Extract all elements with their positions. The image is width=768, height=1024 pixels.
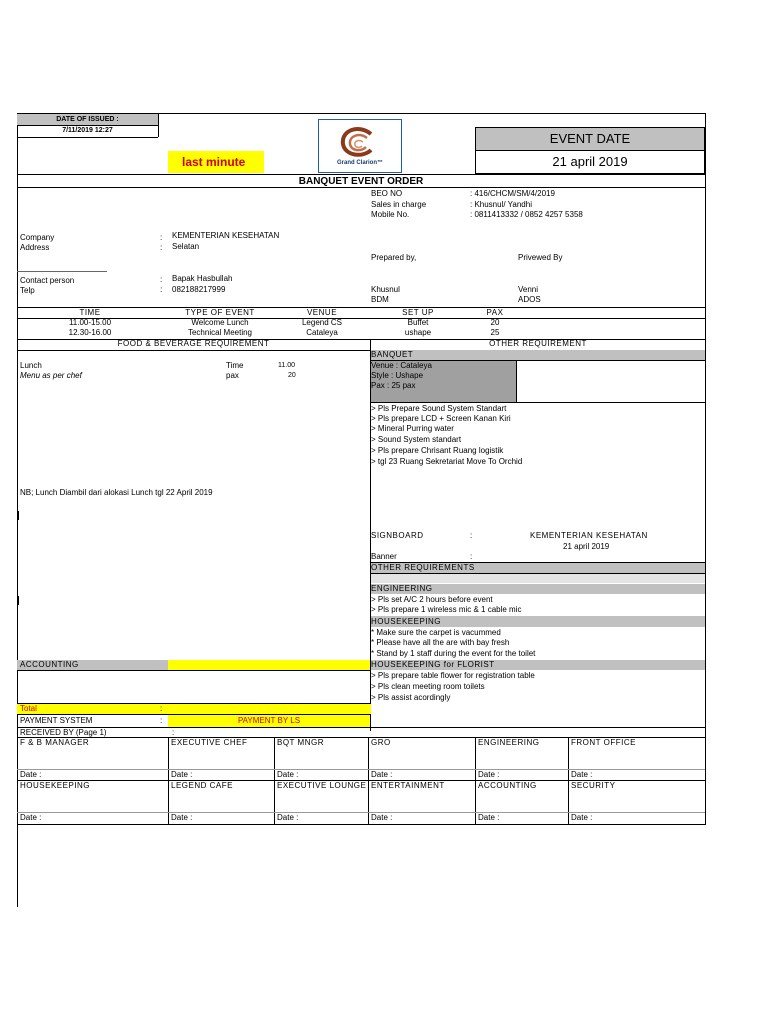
reviewed-name: Venni — [518, 285, 539, 294]
list-item: > Mineral Purring water — [371, 424, 454, 433]
signature-housekeeping: HOUSEKEEPING — [20, 781, 91, 790]
signature-gro: GRO — [371, 738, 391, 747]
beo-label: BEO NO — [371, 189, 403, 198]
signboard-value: KEMENTERIAN KESEHATAN — [530, 531, 648, 540]
total-label: Total — [20, 704, 37, 713]
telp-label: Telp — [20, 286, 35, 295]
signboard-date: 21 april 2019 — [563, 542, 610, 551]
fb-note: NB; Lunch Diambil dari alokasi Lunch tgl 22 April 2019 — [20, 488, 213, 497]
address-value: Selatan — [172, 242, 200, 251]
accounting-label: ACCOUNTING — [20, 660, 79, 669]
fb-lunch: Lunch — [20, 361, 42, 370]
fb-pax-label: pax — [226, 371, 239, 380]
event-date-label: EVENT DATE — [549, 131, 631, 146]
schedule-header-setup: SET UP — [402, 308, 434, 317]
schedule-header-venue: VENUE — [306, 308, 338, 317]
list-item: > Pls prepare 1 wireless mic & 1 cable mic — [371, 605, 522, 614]
date-issued-value: 7/11/2019 12:27 — [62, 127, 113, 134]
banquet-pax: Pax : 25 pax — [371, 381, 416, 390]
company-label: Company — [20, 233, 55, 242]
other-requirements-label: OTHER REQUIREMENTS — [371, 563, 475, 572]
signature-entertainment: ENTERTAINMENT — [371, 781, 445, 790]
list-item: > Pls prepare LCD + Screen Kanan Kiri — [371, 414, 511, 423]
signature-executive-lounge: EXECUTIVE LOUNGE — [277, 781, 367, 790]
company-value: KEMENTERIAN KESEHATAN — [172, 231, 280, 240]
signature-bqt-mngr: BQT MNGR — [277, 738, 324, 747]
signature-legend-cafe: LEGEND CAFE — [171, 781, 233, 790]
date-issued-label: DATE OF ISSUED : — [56, 116, 119, 123]
schedule-header-type: TYPE OF EVENT — [185, 308, 255, 317]
telp-value: 082188217999 — [172, 285, 226, 294]
contact-label: Contact person — [20, 276, 75, 285]
event-date-value: 21 april 2019 — [552, 154, 628, 169]
fb-menu: Menu as per chef — [20, 371, 82, 380]
list-item: * Please have all the are with bay fresh — [371, 638, 510, 647]
payment-label: PAYMENT SYSTEM — [20, 716, 93, 725]
list-item: > Sound System standart — [371, 435, 462, 444]
page-title: BANQUET EVENT ORDER — [298, 176, 424, 187]
fb-time-value: 11.00 — [278, 362, 295, 369]
list-item: > Pls Prepare Sound System Standart — [371, 404, 507, 413]
list-item: * Make sure the carpet is vacummed — [371, 628, 501, 637]
fb-pax-value: 20 — [288, 372, 296, 379]
fb-time-label: Time — [226, 361, 244, 370]
left-border — [17, 113, 18, 907]
signature-engineering: ENGINEERING — [478, 738, 540, 747]
engineering-label: ENGINEERING — [371, 584, 433, 593]
prepared-name: Khusnul — [371, 285, 400, 294]
prepared-label: Prepared by, — [371, 253, 417, 262]
list-item: > Pls assist acordingly — [371, 693, 451, 702]
list-item: > Pls clean meeting room toilets — [371, 682, 485, 691]
housekeeping-label: HOUSEKEEPING — [371, 617, 442, 626]
signature-executive-chef: EXECUTIVE CHEF — [171, 738, 248, 747]
list-item: * Stand by 1 staff during the event for the toilet — [371, 649, 536, 658]
banner-label: Banner — [371, 552, 397, 561]
other-header: OTHER REQUIREMENT — [489, 339, 587, 348]
right-border — [705, 113, 706, 825]
payment-value: PAYMENT BY LS — [237, 716, 301, 725]
signature-security: SECURITY — [571, 781, 616, 790]
schedule-header-pax: PAX — [486, 308, 504, 317]
received-label: RECEIVED BY (Page 1) — [20, 728, 107, 737]
signboard-label: SIGNBOARD — [371, 531, 424, 540]
banquet-style: Style : Ushape — [371, 371, 424, 380]
list-item: > Pls prepare Chrisant Ruang logistik — [371, 446, 504, 455]
sales-label: Sales in charge — [371, 200, 427, 209]
mobile-label: Mobile No. — [371, 210, 410, 219]
sales-value: : Khusnul/ Yandhi — [470, 200, 532, 209]
signature-front-office: FRONT OFFICE — [571, 738, 636, 747]
signature-accounting: ACCOUNTING — [478, 781, 537, 790]
florist-label: HOUSEKEEPING for FLORIST — [371, 660, 495, 669]
last-minute-label: last minute — [182, 155, 246, 169]
reviewed-role: ADOS — [518, 295, 541, 304]
prepared-role: BDM — [371, 295, 389, 304]
banquet-venue: Venue : Cataleya — [371, 361, 432, 370]
schedule-header-time: TIME — [79, 308, 101, 317]
address-label: Address — [20, 243, 50, 252]
total-row — [17, 704, 371, 714]
fb-header: FOOD & BEVERAGE REQUIREMENT — [117, 339, 270, 348]
list-item: > tgl 23 Ruang Sekretariat Move To Orchid — [371, 457, 523, 466]
beo-value: : 416/CHCM/SM/4/2019 — [470, 189, 555, 198]
reviewed-label: Privewed By — [518, 253, 563, 262]
mobile-value: : 0811413332 / 0852 4257 5358 — [470, 210, 583, 219]
list-item: > Pls set A/C 2 hours before event — [371, 595, 493, 604]
logo-text: Grand Clarion™ — [336, 160, 383, 166]
signature-fb-manager: F & B MANAGER — [20, 738, 90, 747]
contact-value: Bapak Hasbullah — [172, 274, 233, 283]
banquet-label: BANQUET — [371, 350, 414, 359]
list-item: > Pls prepare table flower for registration table — [371, 671, 535, 680]
